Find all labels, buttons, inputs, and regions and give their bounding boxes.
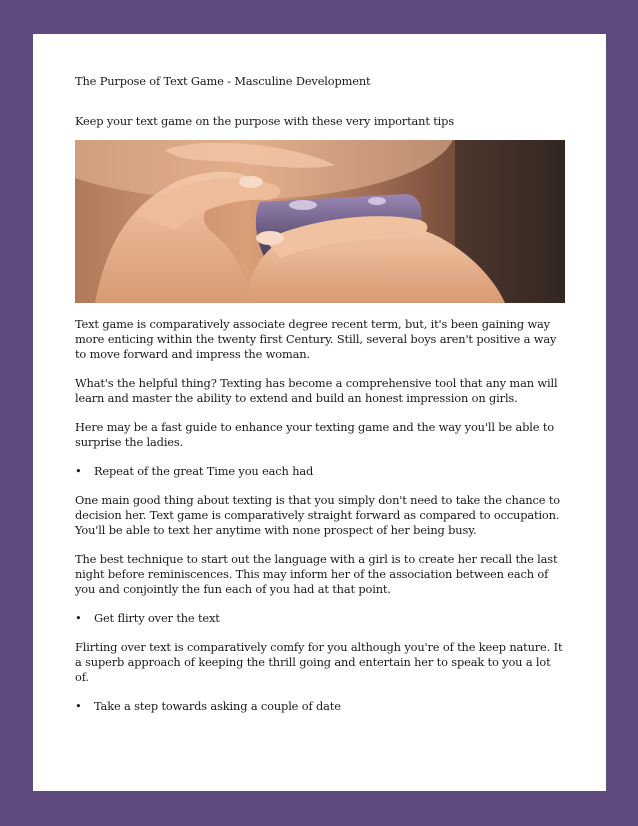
section1-paragraph-2: The best technique to start out the language with a girl is to create her recall the last night before reminiscences. This may inform her of the association between each of you and conjointly the fun each of you had at that point.	[75, 552, 558, 596]
bullet-icon: •	[75, 611, 82, 625]
bullet-item-3	[75, 699, 567, 714]
bullet-item-2	[75, 611, 567, 626]
intro-paragraph-1: Text game is comparatively associate degree recent term, but, it's been gaining way more enticing within the twenty first Century. Still, several boys aren't positive a way to move forward and impress the woman.	[75, 317, 557, 361]
intro-paragraph-3: Here may be a fast guide to enhance your texting game and the way you'll be able to surprise the ladies.	[75, 420, 554, 449]
section1-paragraph-1: One main good thing about texting is that you simply don't need to take the chance to decision her. Text game is comparatively straight forward as compared to occupation. You'll be able to text her anytime with none prospect of her being busy.	[75, 493, 560, 537]
bullet-icon: •	[75, 464, 82, 478]
intro-paragraph-2: What's the helpful thing? Texting has become a comprehensive tool that any man will learn and master the ability to extend and build an honest impression on girls.	[75, 376, 558, 405]
bullet-icon: •	[75, 699, 82, 713]
phone-texting-photo	[75, 140, 565, 303]
bullet-text: Get flirty over the text	[94, 611, 220, 625]
bullet-text: Repeat of the great Time you each had	[94, 464, 314, 478]
document-subtitle: Keep your text game on the purpose with these very important tips	[75, 114, 455, 128]
document-page	[33, 34, 606, 791]
document-content	[75, 74, 567, 728]
section2-paragraph-1: Flirting over text is comparatively comfy for you although you're of the keep nature. It a superb approach of keeping the thrill going and entertain her to speak to you a lot of.	[75, 640, 563, 684]
bullet-item-1	[75, 464, 567, 479]
document-title: The Purpose of Text Game - Masculine Development	[75, 74, 371, 88]
bullet-text: Take a step towards asking a couple of date	[94, 699, 341, 713]
